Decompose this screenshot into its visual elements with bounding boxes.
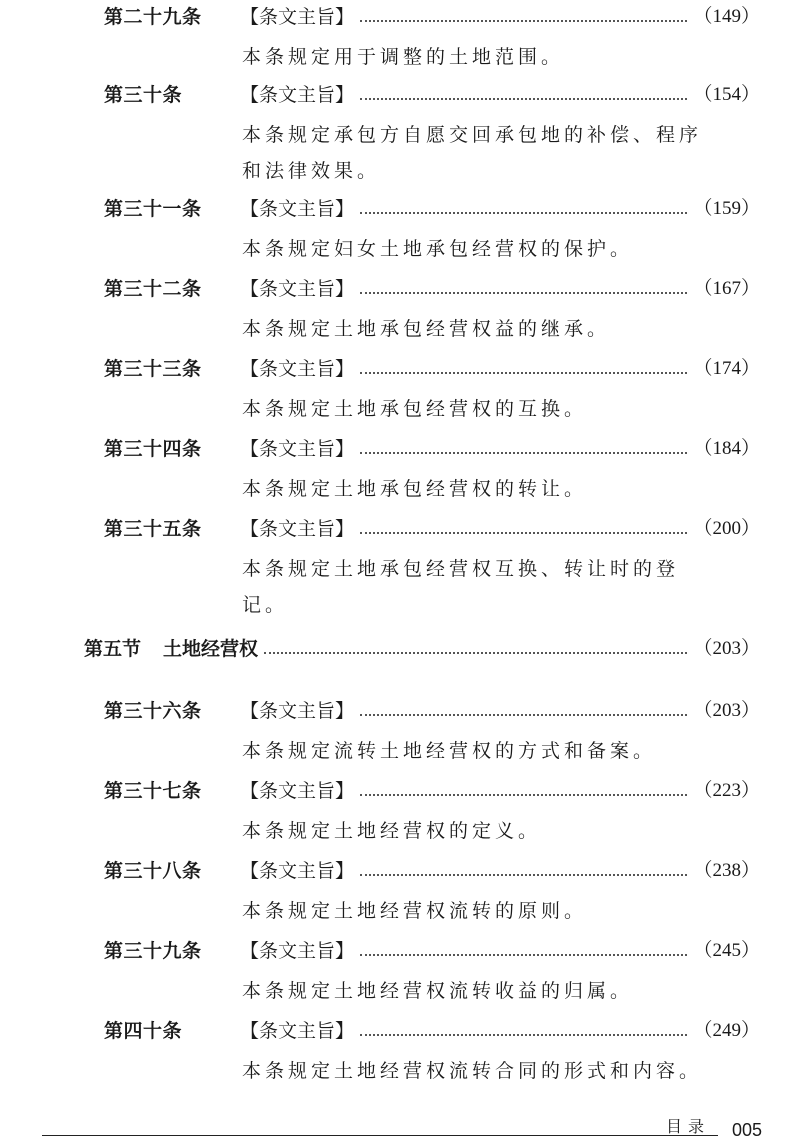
toc-heading-line [240,275,760,303]
article-summary: 本条规定土地承包经营权的互换。 [242,398,588,420]
toc-heading-line [240,3,760,31]
tag-label: 【条文主旨】 [240,1020,355,1042]
tag-label: 【条文主旨】 [240,358,355,380]
section-heading[interactable] [84,635,760,663]
toc-heading-line [240,435,760,463]
page-reference: （203） [693,700,760,721]
page-reference: （154） [693,84,760,105]
tag-label: 【条文主旨】 [240,780,355,802]
article-number: 第三十七条 [104,780,202,802]
dot-leader [360,212,687,214]
tag-label: 【条文主旨】 [240,518,355,540]
dot-leader [360,292,687,294]
tag-label: 【条文主旨】 [240,940,355,962]
tag-label: 【条文主旨】 [240,278,355,300]
article-number: 第三十五条 [104,518,202,540]
dot-leader [360,874,687,876]
article-summary: 本条规定土地承包经营权的转让。 [242,478,588,500]
page-reference: （245） [693,940,760,961]
toc-heading-line [240,195,760,223]
page-reference: （223） [693,780,760,801]
page-reference: （200） [693,518,760,539]
toc-heading-line [240,697,760,725]
page-reference: （174） [693,358,760,379]
toc-heading-line [240,857,760,885]
article-summary: 本条规定流转土地经营权的方式和备案。 [242,740,657,762]
article-number: 第四十条 [104,1020,183,1042]
article-number: 第三十条 [104,84,183,106]
page-reference: （159） [693,198,760,219]
article-number: 第三十三条 [104,358,202,380]
article-summary: 本条规定土地承包经营权益的继承。 [242,318,611,340]
dot-leader [360,1034,687,1036]
article-summary: 本条规定妇女土地承包经营权的保护。 [242,238,634,260]
tag-label: 【条文主旨】 [240,6,355,28]
page-number: 005 [732,1120,763,1140]
dot-leader [360,714,687,716]
dot-leader [360,372,687,374]
footer-rule [42,1135,718,1136]
dot-leader [264,652,687,654]
tag-label: 【条文主旨】 [240,198,355,220]
article-number: 第三十一条 [104,198,202,220]
dot-leader [360,532,687,534]
article-number: 第三十九条 [104,940,202,962]
toc-heading-line [240,515,760,543]
toc-heading-line [240,937,760,965]
tag-label: 【条文主旨】 [240,84,355,106]
article-summary: 本条规定土地经营权流转的原则。 [242,900,588,922]
dot-leader [360,954,687,956]
tag-label: 【条文主旨】 [240,700,355,722]
article-number: 第二十九条 [104,6,202,28]
article-number: 第三十二条 [104,278,202,300]
page-reference: （203） [693,638,760,659]
toc-heading-line [240,355,760,383]
tag-label: 【条文主旨】 [240,860,355,882]
article-summary: 本条规定土地经营权的定义。 [242,820,542,842]
article-number: 第三十四条 [104,438,202,460]
dot-leader [360,452,687,454]
article-number: 第三十六条 [104,700,202,722]
page-reference: （167） [693,278,760,299]
section-title [84,635,258,663]
page-reference: （238） [693,860,760,881]
article-summary: 本条规定土地经营权流转合同的形式和内容。 [242,1060,703,1082]
footer-label: 目录 [666,1117,711,1136]
tag-label: 【条文主旨】 [240,438,355,460]
article-summary: 本条规定土地经营权流转收益的归属。 [242,980,634,1002]
article-summary: 本条规定用于调整的土地范围。 [242,46,565,68]
dot-leader [360,794,687,796]
page-reference: （184） [693,438,760,459]
toc-heading-line [240,777,760,805]
section-number: 第五节 [84,638,142,660]
dot-leader [360,20,687,22]
article-summary: 本条规定承包方自愿交回承包地的补偿、程序和法律效果。 [242,124,703,182]
dot-leader [360,98,687,100]
toc-heading-line [240,81,760,109]
page-reference: （149） [693,6,760,27]
article-summary: 本条规定土地承包经营权互换、转让时的登记。 [242,558,680,616]
article-number: 第三十八条 [104,860,202,882]
section-name: 土地经营权 [163,638,259,660]
page-reference: （249） [693,1020,760,1041]
toc-heading-line [240,1017,760,1045]
